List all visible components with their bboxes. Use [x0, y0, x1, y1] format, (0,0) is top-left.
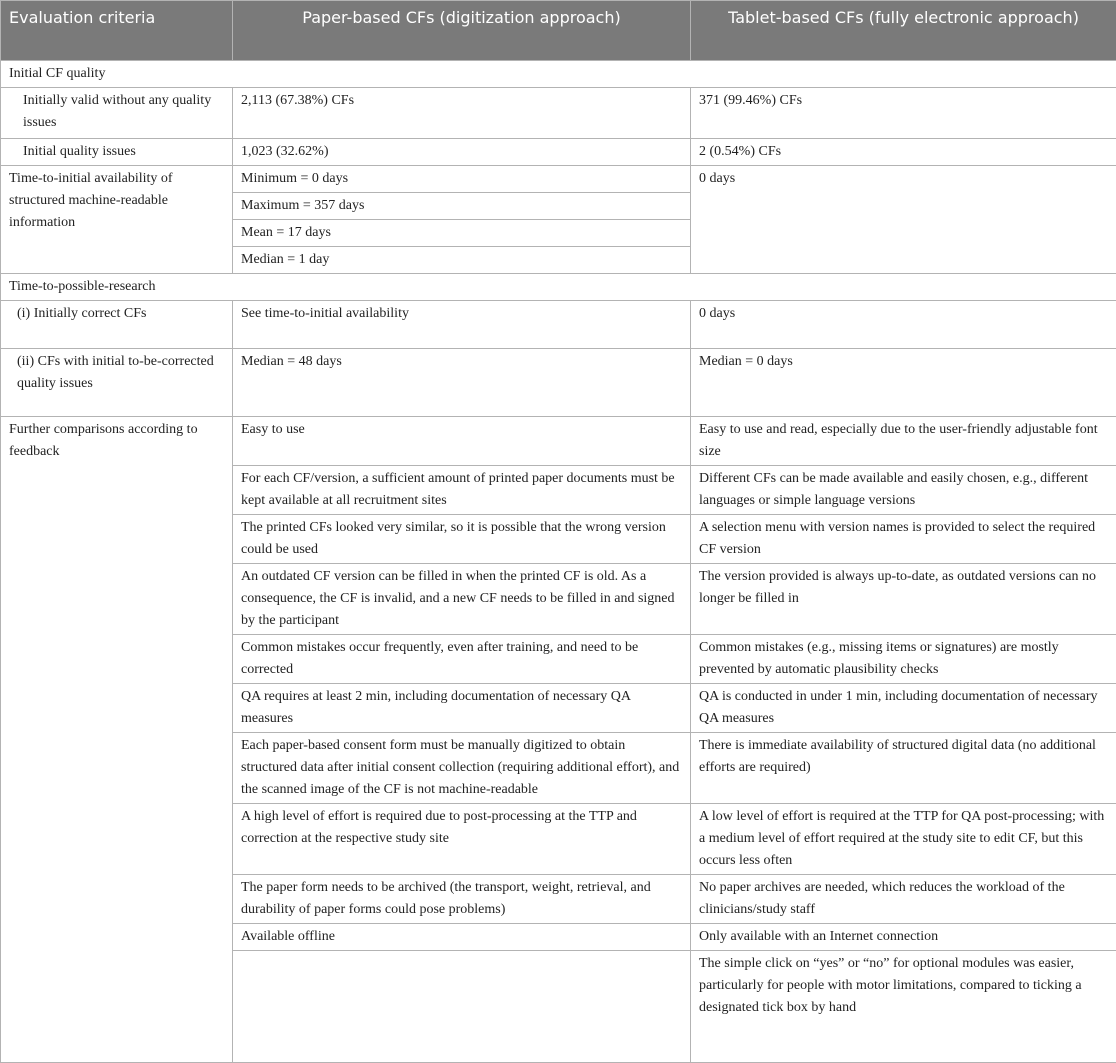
paper-cell: Median = 48 days: [233, 349, 691, 417]
header-paper: Paper-based CFs (digitization approach): [233, 1, 691, 61]
paper-cell: QA requires at least 2 min, including documentation of necessary QA measures: [233, 684, 691, 733]
paper-cell: Minimum = 0 days: [233, 166, 691, 193]
paper-cell: Available offline: [233, 924, 691, 951]
criteria-cell: Initial quality issues: [1, 139, 233, 166]
tablet-cell: Common mistakes (e.g., missing items or signatures) are mostly prevented by automatic plausibility checks: [691, 635, 1116, 684]
tablet-cell: Easy to use and read, especially due to the user-friendly adjustable font size: [691, 417, 1116, 466]
paper-cell: 1,023 (32.62%): [233, 139, 691, 166]
paper-cell: Median = 1 day: [233, 247, 691, 274]
criteria-cell: Time-to-initial availability of structured machine-readable information: [1, 166, 233, 274]
tablet-cell: A low level of effort is required at the TTP for QA post-processing; with a medium level of effort required at the study site to edit CF, but this occurs less often: [691, 804, 1116, 875]
paper-cell: A high level of effort is required due to post-processing at the TTP and correction at the respective study site: [233, 804, 691, 875]
tablet-cell: A selection menu with version names is provided to select the required CF version: [691, 515, 1116, 564]
criteria-cell: Initially valid without any quality issues: [1, 88, 233, 139]
paper-cell: Each paper-based consent form must be manually digitized to obtain structured data after initial consent collection (requiring additional effort), and the scanned image of the CF is not machine-readable: [233, 733, 691, 804]
criteria-cell: Further comparisons according to feedback: [1, 417, 233, 1063]
criteria-cell: (ii) CFs with initial to-be-corrected quality issues: [1, 349, 233, 417]
table-row: [1, 301, 1116, 349]
paper-cell: An outdated CF version can be filled in when the printed CF is old. As a consequence, the CF is invalid, and a new CF needs to be filled in and signed by the participant: [233, 564, 691, 635]
paper-cell: [233, 951, 691, 1063]
paper-cell: Common mistakes occur frequently, even after training, and need to be corrected: [233, 635, 691, 684]
tablet-cell: 0 days: [691, 301, 1116, 349]
paper-cell: For each CF/version, a sufficient amount of printed paper documents must be kept available at all recruitment sites: [233, 466, 691, 515]
tablet-cell: No paper archives are needed, which reduces the workload of the clinicians/study staff: [691, 875, 1116, 924]
paper-cell: 2,113 (67.38%) CFs: [233, 88, 691, 139]
paper-cell: See time-to-initial availability: [233, 301, 691, 349]
paper-cell: The paper form needs to be archived (the transport, weight, retrieval, and durability of paper forms could pose problems): [233, 875, 691, 924]
header-row: [1, 1, 1116, 61]
tablet-cell: 0 days: [691, 166, 1116, 274]
tablet-cell: 371 (99.46%) CFs: [691, 88, 1116, 139]
tablet-cell: 2 (0.54%) CFs: [691, 139, 1116, 166]
tablet-cell: The simple click on “yes” or “no” for optional modules was easier, particularly for people with motor limitations, compared to ticking a designated tick box by hand: [691, 951, 1116, 1063]
tablet-cell: Only available with an Internet connection: [691, 924, 1116, 951]
header-criteria: Evaluation criteria: [1, 1, 233, 61]
table-row: [1, 88, 1116, 139]
feedback-row: [1, 417, 1116, 466]
table-row: [1, 139, 1116, 166]
tablet-cell: The version provided is always up-to-date, as outdated versions can no longer be filled in: [691, 564, 1116, 635]
paper-cell: The printed CFs looked very similar, so it is possible that the wrong version could be used: [233, 515, 691, 564]
paper-cell: Easy to use: [233, 417, 691, 466]
table-row: [1, 166, 1116, 193]
criteria-cell: (i) Initially correct CFs: [1, 301, 233, 349]
tablet-cell: There is immediate availability of structured digital data (no additional efforts are required): [691, 733, 1116, 804]
section-research: Time-to-possible-research: [1, 274, 1116, 301]
header-tablet: Tablet-based CFs (fully electronic approach): [691, 1, 1116, 61]
table-row: [1, 349, 1116, 417]
section-row: [1, 61, 1116, 88]
tablet-cell: QA is conducted in under 1 min, including documentation of necessary QA measures: [691, 684, 1116, 733]
tablet-cell: Different CFs can be made available and easily chosen, e.g., different languages or simple language versions: [691, 466, 1116, 515]
tablet-cell: Median = 0 days: [691, 349, 1116, 417]
section-initial-quality: Initial CF quality: [1, 61, 1116, 88]
section-row: [1, 274, 1116, 301]
paper-cell: Maximum = 357 days: [233, 193, 691, 220]
paper-cell: Mean = 17 days: [233, 220, 691, 247]
